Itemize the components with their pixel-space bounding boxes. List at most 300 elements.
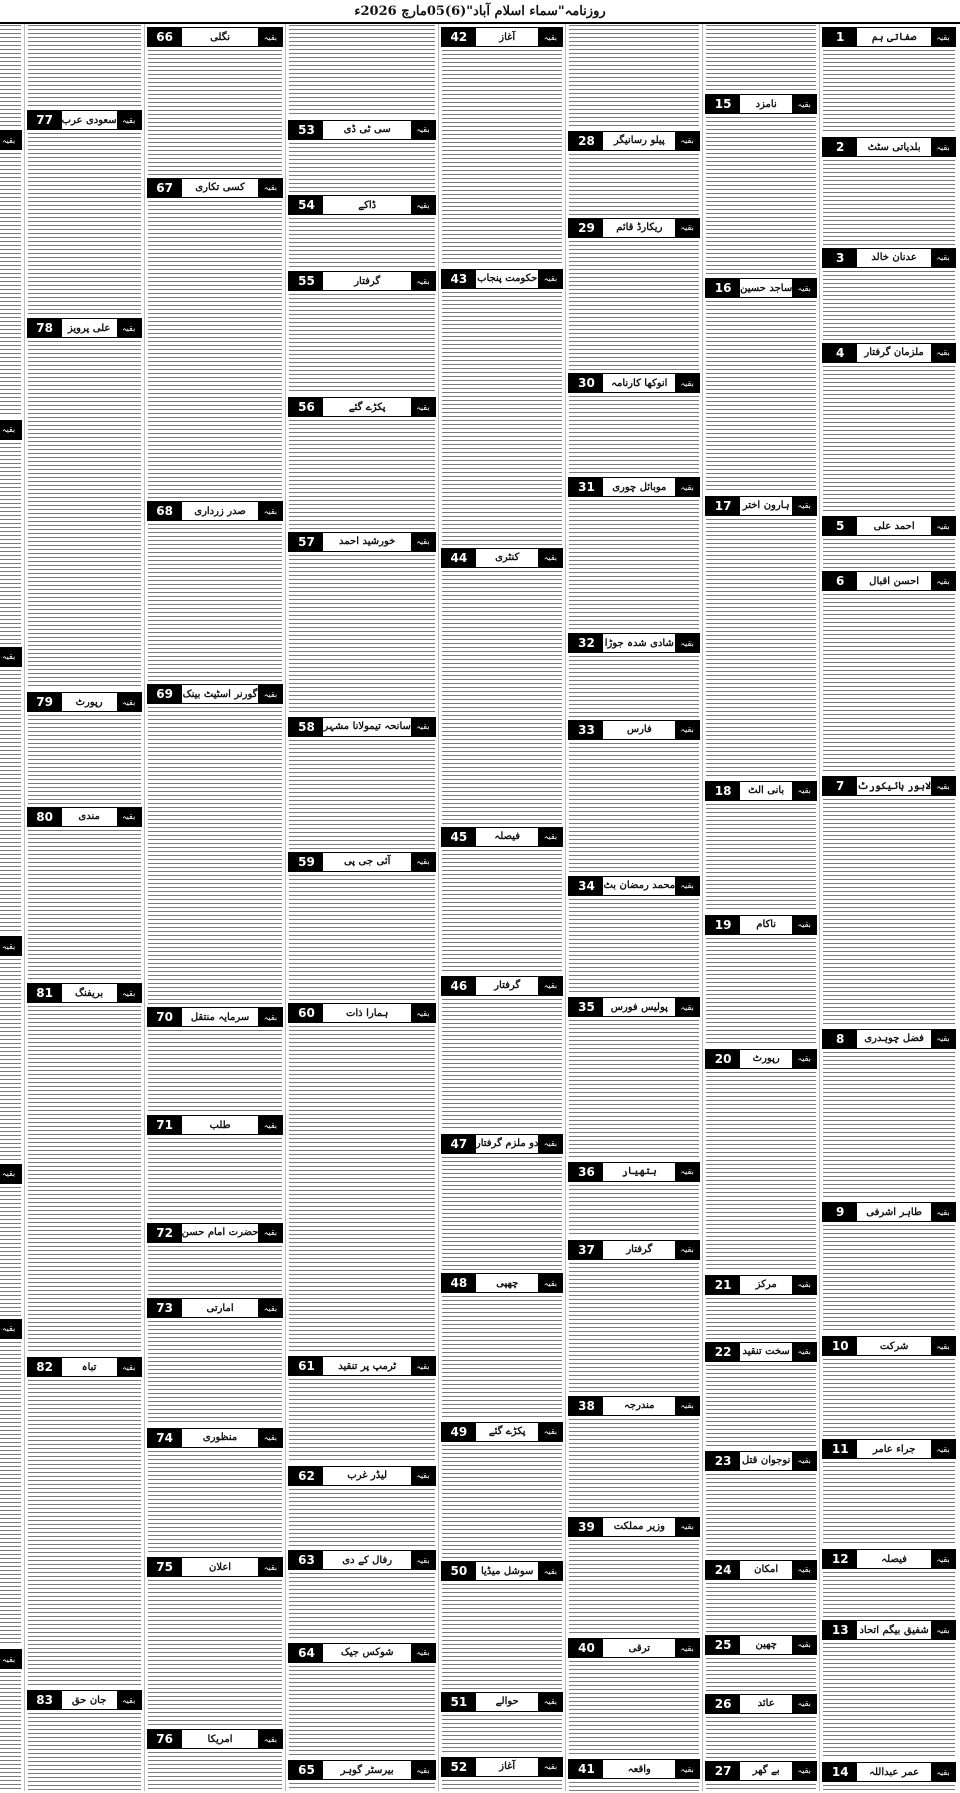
article-body-text	[706, 803, 816, 912]
article-number: 27	[706, 1762, 740, 1780]
article-header	[288, 1760, 435, 1780]
article-header	[705, 94, 817, 114]
baqia-tag: بقیہ	[675, 1639, 699, 1657]
article-title: جان حق	[71, 1694, 107, 1706]
article-number: 40	[569, 1639, 603, 1657]
article-body-text	[442, 1583, 563, 1688]
article-block	[705, 778, 817, 912]
article-block	[822, 1617, 956, 1759]
article-title: بے گھر	[752, 1765, 780, 1777]
article-body-text	[706, 1071, 816, 1272]
baqia-tag: بقیہ	[931, 1763, 955, 1781]
article-body-text	[706, 1473, 816, 1557]
article-header	[822, 1439, 956, 1459]
article-header	[441, 1757, 564, 1777]
article-header	[441, 827, 564, 847]
article-body-text	[569, 1660, 699, 1756]
baqia-tag: بقیہ	[792, 1695, 816, 1713]
baqia-tag: بقیہ	[931, 1030, 955, 1048]
article-title: محمد رمضان بٹ	[603, 880, 676, 892]
article-header	[568, 1240, 700, 1260]
article-number: 21	[706, 1276, 740, 1294]
article-header	[705, 1451, 817, 1471]
article-block	[288, 1353, 435, 1462]
article-body-text	[569, 1184, 699, 1237]
article-block	[288, 192, 435, 268]
article-block	[705, 24, 817, 91]
baqia-tag: بقیہ	[411, 1467, 435, 1485]
article-header	[27, 807, 142, 827]
baqia-tag: بقیہ	[792, 1762, 816, 1780]
article-body-text	[442, 1444, 563, 1559]
baqia-tag: بقیہ	[538, 1135, 562, 1153]
baqia-tag: بقیہ	[538, 1423, 562, 1441]
baqia-tag: بقیہ	[675, 998, 699, 1016]
article-body-text	[706, 937, 816, 1046]
baqia-tag: بقیہ	[258, 1008, 282, 1026]
column-7	[24, 24, 144, 1791]
article-header	[147, 1729, 284, 1749]
article-header	[568, 1396, 700, 1416]
baqia-tag: بقیہ	[792, 279, 816, 297]
baqia-tag: بقیہ	[411, 398, 435, 416]
article-title: فیصلہ	[881, 1553, 907, 1565]
article-title: نگلی	[210, 31, 231, 43]
article-title: حضرت امام حسن	[181, 1227, 259, 1239]
article-number: 32	[569, 634, 603, 652]
article-block	[568, 1635, 700, 1756]
article-number: 64	[289, 1644, 323, 1662]
article-title: گرفتار	[354, 275, 381, 287]
article-title: حکومت پنجاب	[477, 273, 538, 285]
article-title: شرکت	[879, 1340, 909, 1352]
article-number: 50	[442, 1562, 476, 1580]
article-title: ترقی	[628, 1642, 651, 1654]
article-number: 36	[569, 1163, 603, 1181]
article-title: شوکس جیک	[340, 1647, 394, 1659]
column-4	[438, 24, 566, 1791]
article-title: دو ملزم گرفتار	[475, 1138, 539, 1150]
article-block	[822, 513, 956, 568]
article-header	[705, 781, 817, 801]
column-3	[565, 24, 702, 1791]
article-body-text	[823, 1358, 955, 1436]
article-block	[441, 1270, 564, 1419]
article-header	[705, 1694, 817, 1714]
article-block	[288, 714, 435, 849]
article-body-text	[148, 49, 283, 175]
article-body-text	[706, 1716, 816, 1758]
baqia-tag: بقیہ	[675, 478, 699, 496]
column-2	[702, 24, 819, 1791]
article-number: 29	[569, 219, 603, 237]
article-number: 57	[289, 533, 323, 551]
article-title: امریکا	[207, 1733, 233, 1745]
baqia-tag: بقیہ	[117, 1691, 141, 1709]
article-title: ملزمان گرفتار	[864, 347, 924, 359]
article-block	[441, 1689, 564, 1754]
baqia-tag: بقیہ	[931, 1550, 955, 1568]
baqia-tag: بقیہ	[117, 111, 141, 129]
column-5	[285, 24, 437, 1791]
baqia-tag: بقیہ	[675, 219, 699, 237]
baqia-tag: بقیہ	[792, 1636, 816, 1654]
baqia-tag: بقیہ	[538, 270, 562, 288]
article-block	[822, 340, 956, 514]
article-header	[822, 137, 956, 157]
article-title: بریفنگ	[75, 987, 104, 999]
article-block	[147, 498, 284, 681]
article-block	[822, 1333, 956, 1436]
article-number: 78	[28, 319, 62, 337]
article-title: ڈاکے	[358, 199, 377, 211]
article-header	[27, 692, 142, 712]
article-header	[288, 852, 435, 872]
article-title: حوالے	[495, 1696, 519, 1708]
article-block	[705, 1046, 817, 1272]
columns-container	[2, 24, 958, 1791]
article-title: رپورٹ	[752, 1053, 780, 1065]
article-number: 52	[442, 1758, 476, 1776]
column-6	[144, 24, 286, 1791]
article-title: شفیق بیگم اتحاد	[859, 1624, 929, 1636]
baqia-tag: بقیہ	[931, 1621, 955, 1639]
article-title: بانی الٹ	[748, 785, 785, 797]
baqia-tag: بقیہ	[538, 1562, 562, 1580]
article-header	[147, 1223, 284, 1243]
article-body-text	[569, 240, 699, 371]
article-header	[568, 477, 700, 497]
article-number: 54	[289, 196, 323, 214]
article-body-text	[823, 1571, 955, 1617]
article-block	[822, 134, 956, 244]
article-header	[705, 915, 817, 935]
article-number: 63	[289, 1551, 323, 1569]
article-block	[822, 568, 956, 773]
article-body-text	[706, 1297, 816, 1339]
article-block	[288, 1757, 435, 1791]
article-body-text	[569, 153, 699, 215]
article-number: 72	[148, 1224, 182, 1242]
article-number: 23	[706, 1452, 740, 1470]
article-header	[288, 120, 435, 140]
article-title: رپورٹ	[75, 696, 103, 708]
article-body-text	[148, 706, 283, 1004]
article-body-text	[823, 159, 955, 244]
article-header	[822, 571, 956, 591]
baqia-tag: بقیہ	[792, 1050, 816, 1068]
article-number: 38	[569, 1397, 603, 1415]
baqia-tag: بقیہ	[931, 1203, 955, 1221]
baqia-tag: بقیہ	[0, 131, 21, 149]
article-number: 68	[148, 502, 182, 520]
article-title: سعودی عرب	[61, 114, 117, 126]
article-block	[568, 1159, 700, 1237]
article-block	[568, 1756, 700, 1791]
baqia-tag: بقیہ	[411, 272, 435, 290]
article-block	[705, 1448, 817, 1557]
article-number: 25	[706, 1636, 740, 1654]
article-title: فیصلہ	[494, 831, 520, 843]
article-title: پکڑے گئے	[348, 401, 386, 413]
article-number: 71	[148, 1116, 182, 1134]
article-number: 62	[289, 1467, 323, 1485]
baqia-tag: بقیہ	[792, 1452, 816, 1470]
article-body-text	[0, 152, 21, 416]
article-header	[822, 776, 956, 796]
article-body-text	[569, 898, 699, 994]
article-header	[0, 130, 22, 150]
article-header	[441, 976, 564, 996]
baqia-tag: بقیہ	[0, 1165, 21, 1183]
article-number: 46	[442, 977, 476, 995]
article-block	[568, 474, 700, 630]
article-body-text	[706, 518, 816, 778]
article-body-text	[706, 116, 816, 275]
article-title: ساجد حسین	[740, 282, 793, 294]
article-block	[568, 1393, 700, 1514]
article-number: 33	[569, 721, 603, 739]
article-title: ٹرمپ پر تنقید	[338, 1360, 397, 1372]
baqia-tag: بقیہ	[931, 1440, 955, 1458]
article-body-text	[28, 1712, 141, 1791]
article-body-text	[706, 1364, 816, 1448]
article-title: ہمارا ذات	[345, 1007, 389, 1019]
article-block	[705, 91, 817, 275]
article-body-text	[706, 1783, 816, 1792]
article-title: رفال کے دی	[342, 1554, 393, 1566]
article-number: 48	[442, 1274, 476, 1292]
article-body-text	[28, 24, 141, 107]
article-body-text	[442, 570, 563, 824]
article-number: 59	[289, 853, 323, 871]
baqia-tag: بقیہ	[792, 497, 816, 515]
article-header	[147, 1115, 284, 1135]
article-title: مندی	[78, 811, 100, 823]
article-header	[822, 1549, 956, 1569]
article-title: واقعہ	[627, 1763, 651, 1775]
article-header	[0, 420, 22, 440]
baqia-tag: بقیہ	[411, 196, 435, 214]
article-body-text	[823, 270, 955, 340]
article-number: 74	[148, 1429, 182, 1447]
article-body-text	[569, 1262, 699, 1393]
article-block	[705, 493, 817, 778]
article-body-text	[148, 523, 283, 681]
baqia-tag: بقیہ	[538, 1274, 562, 1292]
article-header	[147, 684, 284, 704]
article-body-text	[569, 655, 699, 717]
article-title: ناکام	[756, 919, 777, 931]
article-body-text	[823, 365, 955, 514]
article-number: 18	[706, 782, 740, 800]
baqia-tag: بقیہ	[538, 977, 562, 995]
article-number: 58	[289, 718, 323, 736]
article-block	[288, 268, 435, 394]
article-header	[27, 110, 142, 130]
article-header	[288, 1466, 435, 1486]
baqia-tag: بقیہ	[792, 1343, 816, 1361]
article-header	[568, 997, 700, 1017]
article-header	[705, 1049, 817, 1069]
baqia-tag: بقیہ	[675, 877, 699, 895]
article-block	[0, 644, 22, 933]
article-block	[705, 912, 817, 1046]
article-title: چھین	[755, 1639, 777, 1651]
article-header	[147, 1298, 284, 1318]
article-body-text	[569, 1539, 699, 1635]
article-number: 35	[569, 998, 603, 1016]
baqia-tag: بقیہ	[675, 1760, 699, 1778]
baqia-tag: بقیہ	[258, 179, 282, 197]
article-number: 60	[289, 1004, 323, 1022]
article-number: 76	[148, 1730, 182, 1748]
article-body-text	[289, 739, 434, 849]
article-title: امارتی	[206, 1302, 234, 1314]
article-body-text	[823, 49, 955, 134]
baqia-tag: بقیہ	[411, 718, 435, 736]
article-body-text	[569, 742, 699, 873]
article-header	[822, 1620, 956, 1640]
article-header	[568, 218, 700, 238]
baqia-tag: بقیہ	[538, 828, 562, 846]
article-title: آغاز	[499, 31, 516, 43]
article-number: 1	[823, 28, 857, 46]
article-block	[568, 128, 700, 215]
baqia-tag: بقیہ	[538, 549, 562, 567]
article-block	[27, 107, 142, 315]
article-title: لیڈر غرب	[347, 1470, 388, 1482]
article-block	[705, 275, 817, 493]
article-title: شادی شدہ جوڑا	[604, 637, 674, 649]
article-number: 47	[442, 1135, 476, 1153]
article-title: مندرجہ	[624, 1400, 655, 1412]
article-number: 22	[706, 1343, 740, 1361]
baqia-tag: بقیہ	[675, 1397, 699, 1415]
article-header	[27, 1357, 142, 1377]
article-title: پکڑے گئے	[488, 1426, 526, 1438]
article-header	[147, 501, 284, 521]
article-body-text	[148, 200, 283, 498]
article-number: 53	[289, 121, 323, 139]
article-body-text	[289, 1665, 434, 1758]
article-number: 55	[289, 272, 323, 290]
article-body-text	[0, 958, 21, 1160]
article-header	[0, 1319, 22, 1339]
article-header	[147, 1007, 284, 1027]
article-body-text	[28, 1379, 141, 1687]
article-title: نامزد	[755, 98, 777, 110]
article-header	[288, 271, 435, 291]
article-header	[441, 1422, 564, 1442]
article-body-text	[0, 1341, 21, 1647]
column-8	[0, 24, 24, 1791]
article-header	[0, 1164, 22, 1184]
article-title: احسن اقبال	[869, 575, 920, 587]
article-block	[568, 1514, 700, 1635]
article-block	[288, 1463, 435, 1547]
baqia-tag: بقیہ	[931, 1337, 955, 1355]
baqia-tag: بقیہ	[411, 853, 435, 871]
article-title: موبائل چوری	[612, 481, 667, 493]
article-block	[705, 1339, 817, 1448]
baqia-tag: بقیہ	[117, 984, 141, 1002]
article-body-text	[0, 24, 21, 127]
article-number: 49	[442, 1423, 476, 1441]
article-header	[568, 131, 700, 151]
article-block	[288, 117, 435, 193]
article-title: احمد علی	[873, 520, 915, 532]
article-header	[822, 248, 956, 268]
article-body-text	[289, 1488, 434, 1547]
article-header	[822, 1202, 956, 1222]
baqia-tag: بقیہ	[931, 138, 955, 156]
article-body-text	[569, 395, 699, 474]
article-body-text	[823, 1051, 955, 1200]
article-title: علی پرویز	[67, 322, 111, 334]
article-number: 6	[823, 572, 857, 590]
article-title: سی ٹی ڈی	[343, 124, 391, 136]
article-title: طاہر اشرفی	[866, 1206, 922, 1218]
article-title: بلدیاتی سٹٹ	[867, 141, 921, 153]
article-title: انوکھا کارنامہ	[611, 377, 668, 389]
article-header	[441, 1273, 564, 1293]
article-body-text	[148, 1029, 283, 1112]
article-block	[441, 266, 564, 545]
article-title: صدر زرداری	[194, 505, 246, 517]
article-title: سانحہ تیمولانا مشہر	[323, 721, 411, 733]
article-number: 31	[569, 478, 603, 496]
article-block	[0, 417, 22, 644]
article-number: 82	[28, 1358, 62, 1376]
article-block	[441, 1419, 564, 1559]
article-body-text	[442, 1779, 563, 1791]
article-title: فارس	[626, 724, 652, 736]
baqia-tag: بقیہ	[675, 721, 699, 739]
article-title: تباہ	[81, 1361, 97, 1373]
article-title: خورشید احمد	[339, 536, 396, 548]
article-title: منظوری	[202, 1432, 238, 1444]
article-body-text	[148, 1751, 283, 1791]
article-block	[568, 873, 700, 994]
article-number: 2	[823, 138, 857, 156]
article-body-text	[823, 1224, 955, 1333]
article-block	[568, 215, 700, 371]
article-header	[288, 1550, 435, 1570]
article-block	[568, 370, 700, 474]
article-header	[568, 633, 700, 653]
article-body-text	[823, 538, 955, 568]
article-title: عدنان خالد	[871, 252, 917, 264]
article-block	[0, 1316, 22, 1647]
article-body-text	[442, 49, 563, 266]
baqia-tag: بقیہ	[411, 1644, 435, 1662]
article-body-text	[442, 998, 563, 1131]
article-block	[822, 1436, 956, 1546]
baqia-tag: بقیہ	[931, 28, 955, 46]
article-number: 12	[823, 1550, 857, 1568]
article-block	[288, 529, 435, 714]
baqia-tag: بقیہ	[675, 634, 699, 652]
article-title: کنٹری	[495, 552, 520, 564]
article-header	[822, 1029, 956, 1049]
article-title: جراء عامر	[872, 1443, 916, 1455]
article-body-text	[148, 1320, 283, 1424]
article-title: ہتھیار	[621, 1166, 657, 1178]
article-header	[822, 516, 956, 536]
baqia-tag: بقیہ	[675, 1518, 699, 1536]
article-block	[568, 717, 700, 873]
